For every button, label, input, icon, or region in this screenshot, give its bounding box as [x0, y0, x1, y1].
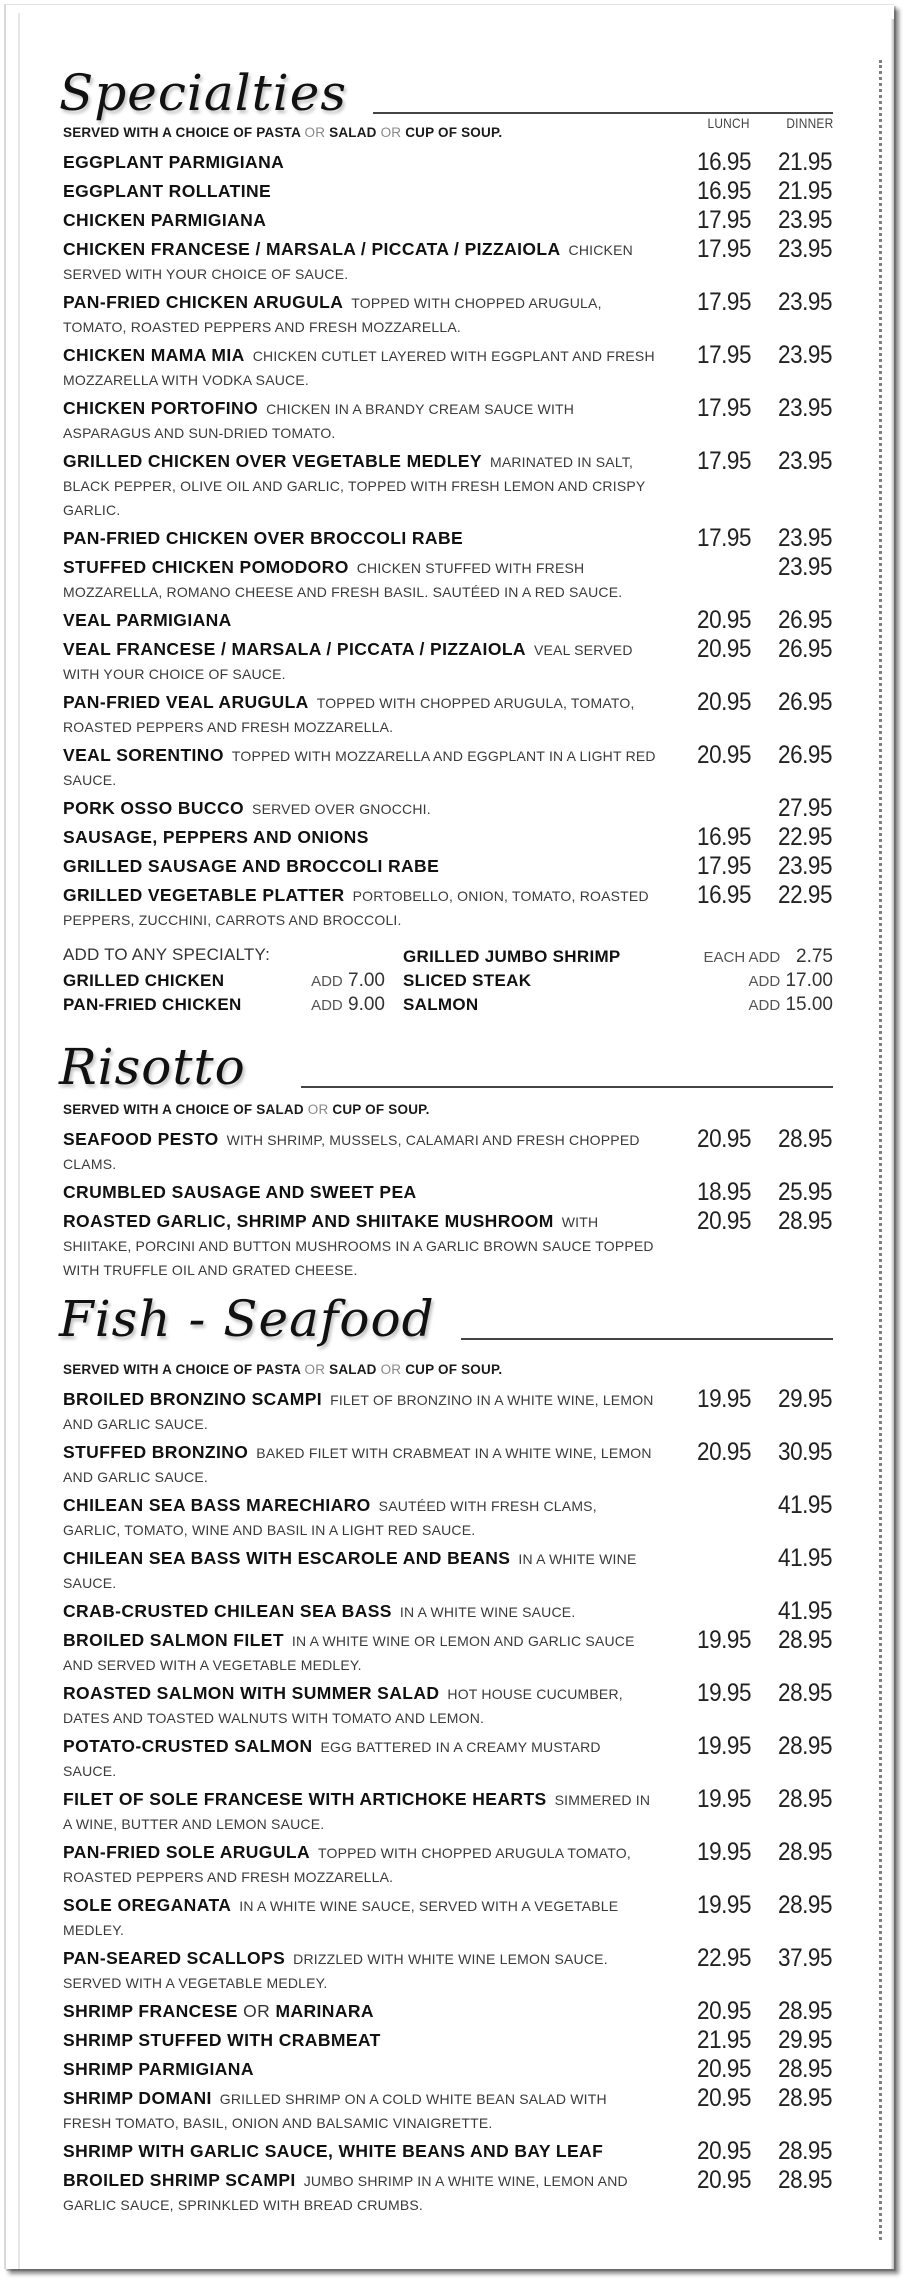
lunch-price: 19.95 [696, 1626, 751, 1654]
dinner-price: 41.95 [777, 1597, 832, 1625]
section-risotto [59, 1036, 833, 1281]
menu-item [63, 208, 833, 232]
dinner-price: 23.95 [777, 206, 832, 234]
section-header [59, 1282, 833, 1348]
menu-item [63, 1681, 833, 1729]
menu-item-name: STUFFED BRONZINO [63, 1442, 249, 1462]
lunch-price: 21.95 [696, 2026, 751, 2054]
menu-item [63, 1127, 833, 1175]
menu-item-name: PAN-SEARED SCALLOPS [63, 1948, 286, 1968]
menu-item-description: CHICKEN SERVED WITH YOUR CHOICE OF SAUCE. [63, 242, 633, 282]
menu-item [63, 237, 833, 285]
menu-item-description: WITH SHRIMP, MUSSELS, CALAMARI AND FRESH CHOPPED CLAMS. [63, 1132, 640, 1172]
price-column-labels [673, 115, 833, 139]
menu-item-text [63, 290, 658, 338]
lunch-price: 20.95 [696, 606, 751, 634]
lunch-price: 20.95 [696, 1125, 751, 1153]
menu-item [63, 608, 833, 632]
menu-item [63, 1180, 833, 1204]
addon-price-value: 15.00 [785, 994, 833, 1015]
fish-seafood-list [63, 1387, 833, 2216]
menu-item-name: STUFFED CHICKEN POMODORO [63, 557, 349, 577]
menu-item-description: SAUTÉED WITH FRESH CLAMS, GARLIC, TOMATO, WINE AND BASIL IN A LIGHT RED SAUCE. [63, 1498, 597, 1538]
menu-item-description: FILET OF BRONZINO IN A WHITE WINE, LEMON AND GARLIC SAUCE. [63, 1392, 654, 1432]
dinner-price: 37.95 [777, 1944, 832, 1972]
lunch-price: 17.95 [696, 852, 751, 880]
lunch-price: 17.95 [696, 206, 751, 234]
menu-item-name: BROILED SHRIMP SCAMPI [63, 2170, 296, 2190]
served-or: OR [380, 1362, 402, 1377]
menu-item-description: IN A WHITE WINE SAUCE, SERVED WITH A VEGETABLE MEDLEY. [63, 1898, 619, 1938]
menu-item [63, 555, 833, 603]
served-or: OR [304, 125, 326, 140]
addon-name: SLICED STEAK [403, 971, 532, 990]
menu-item-description: DRIZZLED WITH WHITE WINE LEMON SAUCE. SERVED WITH A VEGETABLE MEDLEY. [63, 1951, 608, 1991]
dinner-price: 23.95 [777, 447, 832, 475]
addon-price [311, 993, 385, 1018]
menu-item-description: EGG BATTERED IN A CREAMY MUSTARD SAUCE. [63, 1739, 601, 1779]
menu-item-text [63, 2086, 658, 2134]
lunch-price: 20.95 [696, 635, 751, 663]
menu-item-name: VEAL PARMIGIANA [63, 610, 232, 630]
addon-price-value: 2.75 [796, 946, 833, 967]
dinner-price: 22.95 [777, 823, 832, 851]
menu-item [63, 1999, 833, 2023]
served-with-note [63, 1102, 430, 1117]
section-specialties [59, 62, 833, 1021]
menu-item-text [63, 1180, 658, 1204]
menu-item-text [63, 690, 658, 738]
menu-item [63, 637, 833, 685]
page-right-edge [891, 19, 894, 2269]
menu-item [63, 1734, 833, 1782]
menu-item-text [63, 343, 658, 391]
dinner-price: 21.95 [777, 148, 832, 176]
addon-salmon [403, 993, 833, 1017]
lunch-price: 20.95 [696, 1438, 751, 1466]
menu-item [63, 2086, 833, 2134]
menu-item-text [63, 237, 658, 285]
section-rule [301, 1086, 833, 1088]
served-with-row [63, 1358, 833, 1382]
menu-item-name: VEAL SORENTINO [63, 745, 224, 765]
section-fish-seafood [59, 1282, 833, 2216]
dinner-price: 28.95 [777, 2055, 832, 2083]
menu-item-name: SOLE OREGANATA [63, 1895, 232, 1915]
menu-item-name: CHICKEN MAMA MIA [63, 345, 245, 365]
menu-item-name: PAN-FRIED VEAL ARUGULA [63, 692, 309, 712]
menu-item-description: CHICKEN STUFFED WITH FRESH MOZZARELLA, ROMANO CHEESE AND FRESH BASIL. SAUTÉED IN A RED SAUCE. [63, 560, 623, 600]
menu-item [63, 526, 833, 550]
dinner-price: 23.95 [777, 524, 832, 552]
addon-add-label: ADD [311, 973, 343, 990]
served-part: SALAD [329, 1362, 377, 1377]
menu-item-text [63, 396, 658, 444]
addon-grilled-chicken [63, 969, 385, 993]
served-or: OR [380, 125, 402, 140]
menu-item-text [63, 1787, 658, 1835]
menu-item-text [63, 1628, 658, 1676]
addon-price-value: 7.00 [348, 970, 385, 991]
served-or: OR [304, 1362, 326, 1377]
menu-item [63, 2168, 833, 2216]
menu-item-name: CHILEAN SEA BASS MARECHIARO [63, 1495, 371, 1515]
menu-item [63, 883, 833, 931]
menu-item-name: PAN-FRIED SOLE ARUGULA [63, 1842, 310, 1862]
lunch-price: 17.95 [696, 394, 751, 422]
menu-item-text [63, 2168, 658, 2216]
menu-item [63, 1546, 833, 1594]
section-title: Fish - Seafood [59, 1290, 435, 1348]
addon-add-label: ADD [748, 997, 781, 1014]
addon-add-label: EACH ADD [703, 949, 781, 966]
menu-item [63, 2057, 833, 2081]
addon-name: GRILLED CHICKEN [63, 971, 225, 990]
addon-name: PAN-FRIED CHICKEN [63, 995, 242, 1014]
or-connector: OR [243, 2001, 271, 2021]
served-part: SALAD [329, 125, 377, 140]
dinner-price: 26.95 [777, 635, 832, 663]
lunch-column-label: LUNCH [707, 115, 750, 131]
menu-item-name: CHICKEN PARMIGIANA [63, 210, 267, 230]
lunch-price: 17.95 [696, 341, 751, 369]
served-or: OR [307, 1102, 329, 1117]
dinner-price: 25.95 [777, 1178, 832, 1206]
menu-item-text [63, 637, 658, 685]
menu-item-name: POTATO-CRUSTED SALMON [63, 1736, 313, 1756]
menu-item-text [63, 1387, 658, 1435]
dinner-price: 23.95 [777, 288, 832, 316]
menu-item-text [63, 608, 658, 632]
menu-item [63, 1893, 833, 1941]
addon-sliced-steak [403, 969, 833, 993]
menu-item-name: SHRIMP FRANCESE OR MARINARA [63, 2001, 374, 2021]
menu-item [63, 1493, 833, 1541]
risotto-list [63, 1127, 833, 1281]
dinner-price: 28.95 [777, 1207, 832, 1235]
addon-pan-fried-chicken [63, 993, 385, 1017]
menu-item [63, 1599, 833, 1623]
dinner-price: 29.95 [777, 1385, 832, 1413]
dinner-price: 23.95 [777, 341, 832, 369]
lunch-price: 17.95 [696, 235, 751, 263]
menu-item-name: SHRIMP STUFFED WITH CRABMEAT [63, 2030, 381, 2050]
menu-item-description: IN A WHITE WINE OR LEMON AND GARLIC SAUCE AND SERVED WITH A VEGETABLE MEDLEY. [63, 1633, 635, 1673]
menu-item-name: BROILED SALMON FILET [63, 1630, 284, 1650]
section-rule [461, 1338, 833, 1340]
dinner-price: 23.95 [777, 235, 832, 263]
section-rule [373, 112, 833, 114]
menu-item-text [63, 854, 658, 878]
addon-price-value: 17.00 [785, 970, 833, 991]
menu-item-text [63, 796, 658, 820]
menu-item-text [63, 1681, 658, 1729]
menu-item-text [63, 449, 658, 521]
menu-item-description: GRILLED SHRIMP ON A COLD WHITE BEAN SALAD WITH FRESH TOMATO, BASIL, ONION AND BALSAMIC VINAIGRETTE. [63, 2091, 607, 2131]
addon-price [749, 993, 834, 1018]
menu-item [63, 743, 833, 791]
menu-item-text [63, 883, 658, 931]
dinner-price: 29.95 [777, 2026, 832, 2054]
addon-price-value: 9.00 [348, 994, 385, 1015]
section-title: Risotto [59, 1038, 246, 1096]
menu-item-name: CRAB-CRUSTED CHILEAN SEA BASS [63, 1601, 392, 1621]
menu-item-description: TOPPED WITH CHOPPED ARUGULA TOMATO, ROASTED PEPPERS AND FRESH MOZZARELLA. [63, 1845, 631, 1885]
menu-item [63, 825, 833, 849]
menu-item-description: SERVED OVER GNOCCHI. [252, 801, 431, 817]
addon-grilled-jumbo-shrimp [403, 945, 833, 969]
menu-item-text [63, 208, 658, 232]
menu-item [63, 1209, 833, 1281]
served-part: SERVED WITH A CHOICE OF PASTA [63, 1362, 301, 1377]
menu-item-text [63, 1840, 658, 1888]
addon-price [749, 969, 834, 994]
menu-item-name: ROASTED SALMON WITH SUMMER SALAD [63, 1683, 440, 1703]
menu-item-text [63, 179, 658, 203]
menu-item [63, 796, 833, 820]
dinner-price: 28.95 [777, 1125, 832, 1153]
lunch-price: 20.95 [696, 2137, 751, 2165]
menu-item-text [63, 1893, 658, 1941]
menu-item-description: WITH SHIITAKE, PORCINI AND BUTTON MUSHROOMS IN A GARLIC BROWN SAUCE TOPPED WITH TRUFFLE OIL AND GRATED CHEESE. [63, 1214, 654, 1278]
dinner-price: 21.95 [777, 177, 832, 205]
menu-item-name: CHICKEN PORTOFINO [63, 398, 259, 418]
lunch-price: 20.95 [696, 1207, 751, 1235]
dinner-column-label: DINNER [785, 115, 833, 131]
served-with-note [63, 1362, 502, 1377]
lunch-price: 20.95 [696, 688, 751, 716]
lunch-price: 18.95 [696, 1178, 751, 1206]
dinner-price: 28.95 [777, 2137, 832, 2165]
dinner-price: 27.95 [777, 794, 832, 822]
addon-name: GRILLED JUMBO SHRIMP [403, 947, 621, 966]
addon-price [703, 945, 833, 970]
served-part: SERVED WITH A CHOICE OF SALAD [63, 1102, 304, 1117]
menu-item-name: CHILEAN SEA BASS WITH ESCAROLE AND BEANS [63, 1548, 511, 1568]
dinner-price: 28.95 [777, 1997, 832, 2025]
menu-item-text [63, 2028, 658, 2052]
menu-item-name: GRILLED SAUSAGE AND BROCCOLI RABE [63, 856, 440, 876]
section-header [59, 1036, 833, 1096]
dinner-price: 28.95 [777, 1626, 832, 1654]
menu-item-description: HOT HOUSE CUCUMBER, DATES AND TOASTED WALNUTS WITH TOMATO AND LEMON. [63, 1686, 623, 1726]
menu-item-description: PORTOBELLO, ONION, TOMATO, ROASTED PEPPERS, ZUCCHINI, CARROTS AND BROCCOLI. [63, 888, 649, 928]
served-part: CUP OF SOUP. [405, 1362, 503, 1377]
lunch-price: 17.95 [696, 447, 751, 475]
menu-item-description: CHICKEN CUTLET LAYERED WITH EGGPLANT AND FRESH MOZZARELLA WITH VODKA SAUCE. [63, 348, 655, 388]
menu-item [63, 854, 833, 878]
addon-name: SALMON [403, 995, 479, 1014]
menu-item-description: JUMBO SHRIMP IN A WHITE WINE, LEMON AND GARLIC SAUCE, SPRINKLED WITH BREAD CRUMBS. [63, 2173, 628, 2213]
dinner-price: 26.95 [777, 688, 832, 716]
perforation-dotted-line [879, 60, 882, 2240]
served-with-note [63, 125, 502, 140]
addon-add-label: ADD [311, 997, 343, 1014]
addons-block [63, 945, 833, 1021]
addon-add-label: ADD [748, 973, 781, 990]
menu-item-name: GRILLED CHICKEN OVER VEGETABLE MEDLEY [63, 451, 482, 471]
menu-item [63, 179, 833, 203]
menu-item-name: GRILLED VEGETABLE PLATTER [63, 885, 345, 905]
menu-item [63, 1787, 833, 1835]
menu-item-name: VEAL FRANCESE / MARSALA / PICCATA / PIZZAIOLA [63, 639, 526, 659]
menu-item [63, 2028, 833, 2052]
menu-item-name: SHRIMP PARMIGIANA [63, 2059, 254, 2079]
menu-item-text [63, 555, 658, 603]
menu-item [63, 396, 833, 444]
dinner-price: 28.95 [777, 1891, 832, 1919]
menu-item-text [63, 743, 658, 791]
lunch-price: 19.95 [696, 1385, 751, 1413]
served-part: CUP OF SOUP. [332, 1102, 430, 1117]
menu-item-name: CHICKEN FRANCESE / MARSALA / PICCATA / PIZZAIOLA [63, 239, 561, 259]
menu-item-description: MARINATED IN SALT, BLACK PEPPER, OLIVE OIL AND GARLIC, TOPPED WITH FRESH LEMON AND CRISPY GARLIC. [63, 454, 646, 518]
lunch-price: 19.95 [696, 1838, 751, 1866]
menu-item-text [63, 2057, 658, 2081]
served-with-row [63, 115, 833, 145]
menu-item-name: EGGPLANT PARMIGIANA [63, 152, 285, 172]
lunch-price: 20.95 [696, 2166, 751, 2194]
served-part: CUP OF SOUP. [405, 125, 503, 140]
specialties-list [63, 150, 833, 931]
dinner-price: 26.95 [777, 606, 832, 634]
menu-item-name: EGGPLANT ROLLATINE [63, 181, 272, 201]
menu-item-name: ROASTED GARLIC, SHRIMP AND SHIITAKE MUSHROOM [63, 1211, 554, 1231]
lunch-price: 16.95 [696, 823, 751, 851]
menu-item [63, 290, 833, 338]
dinner-price: 30.95 [777, 1438, 832, 1466]
menu-item [63, 1946, 833, 1994]
menu-item-description: SIMMERED IN A WINE, BUTTER AND LEMON SAUCE. [63, 1792, 651, 1832]
menu-item-name: SEAFOOD PESTO [63, 1129, 219, 1149]
menu-item-text [63, 526, 658, 550]
dinner-price: 22.95 [777, 881, 832, 909]
menu-item [63, 2139, 833, 2163]
menu-item-text [63, 1946, 658, 1994]
lunch-price: 19.95 [696, 1679, 751, 1707]
menu-item-description: CHICKEN IN A BRANDY CREAM SAUCE WITH ASPARAGUS AND SUN-DRIED TOMATO. [63, 401, 575, 441]
section-header [59, 62, 833, 122]
menu-item-name: PAN-FRIED CHICKEN OVER BROCCOLI RABE [63, 528, 464, 548]
lunch-price: 19.95 [696, 1785, 751, 1813]
dinner-price: 28.95 [777, 1785, 832, 1813]
lunch-price: 22.95 [696, 1944, 751, 1972]
menu-item-text [63, 2139, 658, 2163]
lunch-price: 17.95 [696, 524, 751, 552]
dinner-price: 23.95 [777, 852, 832, 880]
dinner-price: 28.95 [777, 2166, 832, 2194]
menu-item-text [63, 1493, 658, 1541]
menu-item-name: CRUMBLED SAUSAGE AND SWEET PEA [63, 1182, 417, 1202]
menu-item-description: TOPPED WITH CHOPPED ARUGULA, TOMATO, ROASTED PEPPERS AND FRESH MOZZARELLA. [63, 295, 602, 335]
menu-item-name: PAN-FRIED CHICKEN ARUGULA [63, 292, 344, 312]
menu-item-description: IN A WHITE WINE SAUCE. [399, 1604, 576, 1620]
menu-item-text [63, 1127, 658, 1175]
lunch-price: 17.95 [696, 288, 751, 316]
served-with-row [63, 1098, 833, 1122]
menu-item [63, 690, 833, 738]
menu-item-name: SHRIMP WITH GARLIC SAUCE, WHITE BEANS AND BAY LEAF [63, 2141, 604, 2161]
dinner-price: 28.95 [777, 1679, 832, 1707]
menu-item-text [63, 1999, 658, 2023]
menu-item-name: BROILED BRONZINO SCAMPI [63, 1389, 323, 1409]
menu-item [63, 449, 833, 521]
lunch-price: 19.95 [696, 1891, 751, 1919]
menu-item-text [63, 1209, 658, 1281]
dinner-price: 28.95 [777, 1732, 832, 1760]
lunch-price: 16.95 [696, 177, 751, 205]
menu-item-description: IN A WHITE WINE SAUCE. [63, 1551, 637, 1591]
menu-item [63, 150, 833, 174]
menu-item [63, 1440, 833, 1488]
menu-item-text [63, 825, 658, 849]
section-title: Specialties [59, 64, 347, 122]
menu-item-text [63, 150, 658, 174]
menu-item [63, 1628, 833, 1676]
lunch-price: 20.95 [696, 2084, 751, 2112]
menu-item [63, 1387, 833, 1435]
menu-item-text [63, 1440, 658, 1488]
dinner-price: 26.95 [777, 741, 832, 769]
lunch-price: 20.95 [696, 741, 751, 769]
menu-item-name: FILET OF SOLE FRANCESE WITH ARTICHOKE HEARTS [63, 1789, 547, 1809]
dinner-price: 23.95 [777, 553, 832, 581]
addons-label: ADD TO ANY SPECIALTY: [63, 945, 271, 964]
menu-item-description: TOPPED WITH CHOPPED ARUGULA, TOMATO, ROASTED PEPPERS AND FRESH MOZZARELLA. [63, 695, 635, 735]
menu-item-description: BAKED FILET WITH CRABMEAT IN A WHITE WINE, LEMON AND GARLIC SAUCE. [63, 1445, 652, 1485]
dinner-price: 28.95 [777, 1838, 832, 1866]
menu-item-name: SHRIMP DOMANI [63, 2088, 212, 2108]
dinner-price: 41.95 [777, 1544, 832, 1572]
menu-item-description: TOPPED WITH MOZZARELLA AND EGGPLANT IN A LIGHT RED SAUCE. [63, 748, 656, 788]
dinner-price: 28.95 [777, 2084, 832, 2112]
page-inner-border [18, 13, 20, 2269]
lunch-price: 19.95 [696, 1732, 751, 1760]
menu-item-text [63, 1546, 658, 1594]
menu-item-description: VEAL SERVED WITH YOUR CHOICE OF SAUCE. [63, 642, 633, 682]
lunch-price: 16.95 [696, 881, 751, 909]
menu-item [63, 343, 833, 391]
menu-item-name: PORK OSSO BUCCO [63, 798, 245, 818]
lunch-price: 20.95 [696, 1997, 751, 2025]
lunch-price: 20.95 [696, 2055, 751, 2083]
menu-item-name: SAUSAGE, PEPPERS AND ONIONS [63, 827, 369, 847]
dinner-price: 41.95 [777, 1491, 832, 1519]
menu-item [63, 1840, 833, 1888]
addon-price [311, 969, 385, 994]
menu-item-text [63, 1734, 658, 1782]
menu-item-text [63, 1599, 658, 1623]
dinner-price: 23.95 [777, 394, 832, 422]
served-part: SERVED WITH A CHOICE OF PASTA [63, 125, 301, 140]
lunch-price: 16.95 [696, 148, 751, 176]
